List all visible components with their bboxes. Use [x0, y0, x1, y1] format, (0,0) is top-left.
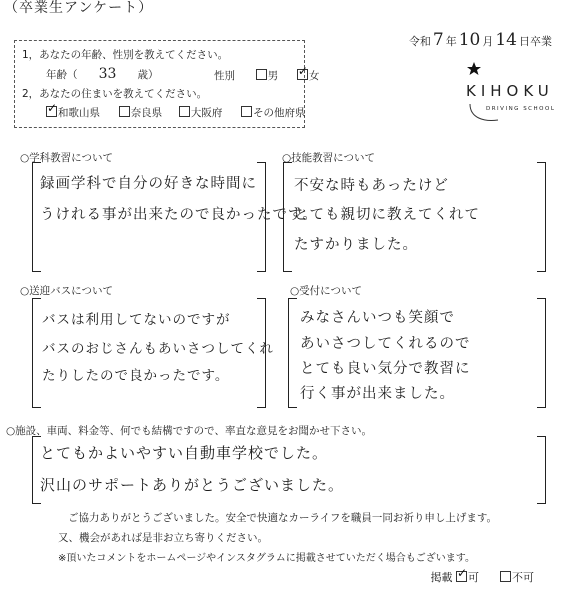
technical-section-label: ○技能教習について	[282, 152, 375, 164]
date-month-unit: 月	[482, 35, 494, 48]
age-label: 年齢（	[46, 69, 78, 81]
graduation-date	[409, 30, 552, 50]
publish-allowed-label: 可	[468, 571, 479, 584]
reception-answer-line-2: あいさつしてくれるので	[300, 336, 471, 352]
academic-section-label: ○学科教習について	[20, 152, 113, 164]
academic-answer-line-2: うけれる事が出来たので良かったです。	[40, 207, 318, 223]
reception-bracket-right	[537, 298, 546, 408]
publish-allowed-checkbox[interactable]	[456, 571, 467, 582]
publish-label: 掲載	[430, 571, 453, 584]
star-icon	[467, 62, 481, 75]
bus-answer-line-1: バスは利用してないのですが	[42, 312, 231, 328]
gender-row	[214, 68, 319, 83]
publish-denied-checkbox[interactable]	[500, 571, 511, 582]
technical-answer-line-2: とても親切に教えてくれて	[294, 207, 480, 223]
survey-title: （卒業生アンケート）	[4, 0, 154, 16]
reception-bracket-left	[288, 298, 297, 408]
reception-answer-line-1: みなさんいつも笑顔で	[300, 310, 455, 326]
pref-wakayama-checkbox[interactable]	[46, 106, 57, 117]
publish-denied-label: 不可	[512, 571, 534, 584]
pref-nara-label: 奈良県	[130, 107, 163, 119]
other-answer-line-2: 沢山のサポートありがとうございました。	[40, 476, 345, 494]
date-era: 令和	[408, 35, 431, 48]
other-bracket-right	[537, 436, 546, 504]
kihoku-logo	[462, 58, 567, 128]
pref-wakayama-label: 和歌山県	[58, 107, 100, 119]
date-year-unit: 年	[445, 35, 457, 48]
other-section-label: ○施設、車両、料金等、何でも結構ですので、率直な意見をお聞かせ下さい。	[6, 425, 372, 437]
footer-notice: ※頂いたコメントをホームページやインスタグラムに掲載させていただく場合もございます。	[58, 553, 475, 564]
reception-answer-line-4: 行く事が出来ました。	[300, 386, 455, 402]
gender-label: 性別	[214, 70, 235, 82]
other-answer-line-1: とてもかよいやすい自動車学校でした。	[40, 444, 329, 462]
date-day: 14	[495, 30, 517, 50]
pref-other-checkbox[interactable]	[241, 106, 252, 117]
age-value[interactable]: 33	[98, 66, 117, 82]
question-age-gender: 1，あなたの年齢、性別を教えてください。	[22, 49, 229, 61]
logo-graphic	[462, 58, 567, 128]
bus-answer-line-2: バスのおじさんもあいさつしてくれ	[42, 341, 274, 357]
gender-male-checkbox[interactable]	[256, 69, 267, 80]
logo-subtitle: DRIVING SCHOOL	[486, 106, 556, 112]
date-month: 10	[458, 30, 481, 50]
date-year: 7	[432, 30, 444, 50]
pref-other-label: その他府県	[253, 107, 306, 119]
reception-section-label: ○受付について	[290, 285, 362, 297]
footer-thanks: ご協力ありがとうございました。安全で快適なカーライフを職員一同お祈り申し上げます。	[68, 512, 498, 524]
technical-answer-line-1: 不安な時もあったけど	[294, 178, 449, 194]
gender-female-checkbox[interactable]	[297, 69, 308, 80]
date-suffix: 日卒業	[519, 35, 552, 48]
reception-answer-line-3: とても良い気分で教習に	[300, 361, 471, 377]
pref-osaka-checkbox[interactable]	[179, 106, 190, 117]
gender-female-label: 女	[308, 70, 320, 82]
technical-bracket-right	[537, 162, 546, 272]
pref-nara-checkbox[interactable]	[119, 106, 130, 117]
pref-osaka-label: 大阪府	[190, 107, 223, 119]
academic-answer-line-1: 録画学科で自分の好きな時間に	[40, 176, 257, 192]
technical-bracket-left	[283, 162, 292, 272]
gender-male-label: 男	[267, 70, 279, 82]
technical-answer-line-3: たすかりました。	[294, 237, 418, 253]
bus-section-label: ○送迎バスについて	[20, 285, 113, 297]
age-unit: 歳）	[137, 69, 159, 81]
bus-bracket-left	[32, 298, 41, 408]
publish-permission	[431, 569, 535, 585]
question-residence: 2，あなたの住まいを教えてください。	[22, 88, 208, 100]
residence-row	[46, 105, 306, 120]
age-row	[46, 66, 159, 82]
bus-answer-line-3: たりしたので良かったです。	[42, 368, 230, 384]
footer-visit: 又、機会があれば是非お立ち寄りください。	[58, 532, 268, 544]
logo-name: KIHOKU	[466, 82, 554, 100]
